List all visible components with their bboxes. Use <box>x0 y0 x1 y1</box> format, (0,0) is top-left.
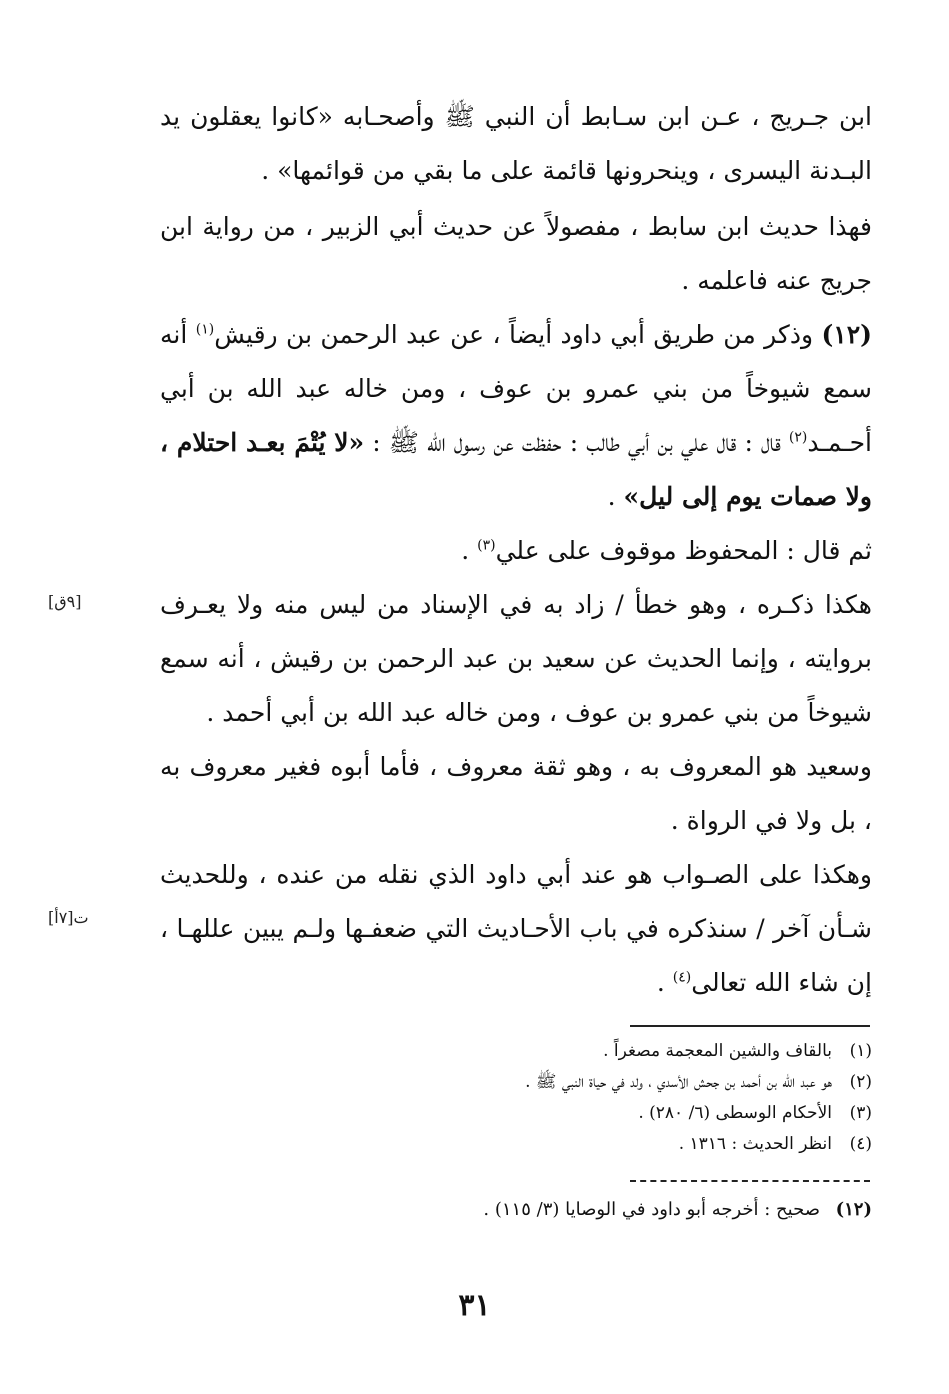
paragraph-4-text: ثم قال : المحفوظ موقوف على علي <box>495 536 872 565</box>
paragraph-3-text-b: أنه سمع شيوخاً من بني عمرو بن عوف ، ومن خاله عبد الله بن أبي أحـمـد <box>160 320 872 457</box>
paragraph-3-text-c: قال : قال علي بن أبي طالب : حفظت عن رسول الله ﷺ : <box>364 428 789 457</box>
paragraph-7 <box>160 848 872 1010</box>
hadith-quote: «لا يُتْمَ بعـد احتلام ، ولا صمات يوم إلى ليل» <box>160 428 872 511</box>
footnote-2-number: (٢) <box>849 1072 872 1092</box>
margin-folio-note-1: [٩ق] <box>48 592 82 611</box>
paragraph-1-text: ابن جـريج ، عـن ابن سـابط أن النبي ﷺ وأصحـابه «كانوا يعقلون يد البـدنة اليسرى ، وينحرونها قائمة على ما بقي من قوائمها» . <box>160 102 872 185</box>
footnote-3-text: الأحكام الوسطى (٦/ ٢٨٠) . <box>638 1103 832 1123</box>
footnote-divider <box>630 1025 870 1027</box>
paragraph-2-text: فهذا حديث ابن سابط ، مفصولاً عن حديث أبي الزبير ، من رواية ابن جريج عنه فاعلمه . <box>160 212 872 295</box>
footnote-4 <box>160 1129 872 1160</box>
hadith-number: (١٢) <box>821 320 872 349</box>
footnote-1-text: بالقاف والشين المعجمة مصغراً . <box>603 1041 832 1061</box>
paragraph-2 <box>160 200 872 308</box>
reference-divider <box>630 1180 870 1182</box>
paragraph-3-text-a: وذكر من طريق أبي داود أيضاً ، عن عبد الرحمن بن رقيش <box>214 320 822 349</box>
footnote-ref-4: (٤) <box>672 969 692 986</box>
paragraph-4-end: . <box>461 536 478 565</box>
paragraph-3 <box>160 308 872 524</box>
paragraph-7-text: وهكذا على الصـواب هو عند أبي داود الذي نقله من عنده ، وللحديث شـأن آخر / سنذكره في باب الأحـاديث التي ضعفـها ولـم يبين عللهـا ، إن شاء الله تعالى <box>160 860 872 997</box>
takhrij-text: صحيح : أخرجه أبو داود في الوصايا (٣/ ١١٥) . <box>483 1199 820 1220</box>
footnote-2 <box>160 1067 872 1098</box>
footnote-1-number: (١) <box>849 1041 872 1061</box>
margin-folio-note-2: [٧أ]ت <box>48 908 89 927</box>
paragraph-1 <box>160 90 872 198</box>
footnote-ref-2: (٢) <box>788 429 808 446</box>
footnote-3 <box>160 1098 872 1129</box>
paragraph-6 <box>160 740 872 848</box>
takhrij-number: (١٢) <box>835 1199 872 1220</box>
footnote-ref-3: (٣) <box>477 537 496 554</box>
paragraph-5 <box>160 578 872 740</box>
footnote-4-text: انظر الحديث : ١٣١٦ . <box>678 1134 832 1154</box>
paragraph-5-text: هكذا ذكـره ، وهو خطأ / زاد به في الإسناد من ليس منه ولا يعـرف بروايته ، وإنما الحديث عن سعيد بن عبد الرحمن بن رقيش ، أنه سمع شيوخاً من بني عمرو بن عوف ، ومن خاله عبد الله بن أبي أحمد . <box>160 590 872 727</box>
paragraph-3-text-d: . <box>607 482 624 511</box>
footnote-ref-1: (١) <box>195 321 215 338</box>
page-number: ٣١ <box>458 1288 491 1323</box>
paragraph-7-end: . <box>656 968 673 997</box>
takhrij-note <box>160 1194 872 1226</box>
footnote-1 <box>160 1036 872 1067</box>
footnote-2-text: هو عبد الله بن أحمد بن جحش الأسدي ، ولد في حياة النبي ﷺ . <box>525 1072 832 1092</box>
paragraph-4 <box>160 524 872 578</box>
paragraph-6-text: وسعيد هو المعروف به ، وهو ثقة معروف ، فأما أبوه فغير معروف به ، بل ولا في الرواة . <box>160 752 872 835</box>
footnote-4-number: (٤) <box>849 1134 872 1154</box>
footnotes <box>160 1036 872 1160</box>
footnote-3-number: (٣) <box>849 1103 872 1123</box>
